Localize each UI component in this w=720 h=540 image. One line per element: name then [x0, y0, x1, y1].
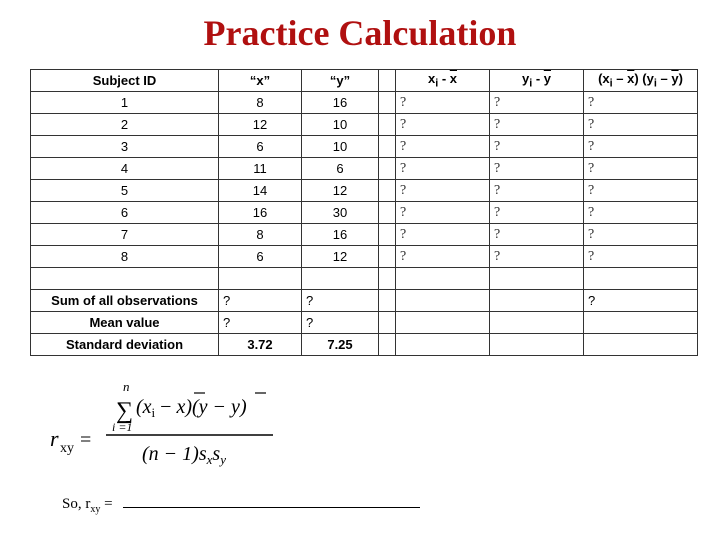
- y-value-cell: 30: [302, 202, 379, 224]
- product-cell: ?: [584, 136, 698, 158]
- header-y: “y”: [302, 70, 379, 92]
- spacer-cell: [379, 334, 396, 356]
- formula-r-subscript: xy: [60, 441, 74, 456]
- spacer-cell: [379, 290, 396, 312]
- y-deviation-cell: ?: [490, 114, 584, 136]
- x-deviation-cell: ?: [396, 180, 490, 202]
- spacer-cell: [379, 114, 396, 136]
- subject-id-cell: 1: [31, 92, 219, 114]
- spacer-cell: [379, 70, 396, 92]
- x-value-cell: 6: [219, 136, 302, 158]
- spacer-cell: [379, 136, 396, 158]
- subject-id-cell: 7: [31, 224, 219, 246]
- empty-cell: [31, 268, 219, 290]
- mean-y-cell: ?: [302, 312, 379, 334]
- sum-product-cell: ?: [584, 290, 698, 312]
- spacer-cell: [379, 246, 396, 268]
- y-value-cell: 12: [302, 180, 379, 202]
- table-row: [31, 180, 698, 202]
- x-value-cell: 12: [219, 114, 302, 136]
- product-cell: ?: [584, 114, 698, 136]
- empty-cell: [396, 334, 490, 356]
- table-row: [31, 114, 698, 136]
- spacer-cell: [379, 224, 396, 246]
- sd-row: [31, 334, 698, 356]
- practice-table: [30, 69, 698, 356]
- y-deviation-cell: ?: [490, 136, 584, 158]
- table-row: [31, 224, 698, 246]
- empty-cell: [584, 334, 698, 356]
- spacer-cell: [379, 180, 396, 202]
- sum-upper-limit: n: [123, 379, 130, 394]
- x-deviation-cell: ?: [396, 224, 490, 246]
- spacer-cell: [379, 92, 396, 114]
- mean-x-cell: ?: [219, 312, 302, 334]
- x-value-cell: 8: [219, 224, 302, 246]
- spacer-cell: [379, 268, 396, 290]
- y-value-cell: 6: [302, 158, 379, 180]
- subject-id-cell: 2: [31, 114, 219, 136]
- y-value-cell: 16: [302, 92, 379, 114]
- mean-row: [31, 312, 698, 334]
- empty-cell: [396, 290, 490, 312]
- empty-cell: [490, 268, 584, 290]
- subject-id-cell: 5: [31, 180, 219, 202]
- subject-id-cell: 6: [31, 202, 219, 224]
- x-deviation-cell: ?: [396, 158, 490, 180]
- y-value-cell: 16: [302, 224, 379, 246]
- x-deviation-cell: ?: [396, 246, 490, 268]
- correlation-formula: [44, 378, 344, 473]
- answer-subscript: xy: [90, 504, 101, 515]
- sum-sigma: ∑: [116, 398, 134, 424]
- table-row: [31, 202, 698, 224]
- subject-id-cell: 8: [31, 246, 219, 268]
- x-value-cell: 11: [219, 158, 302, 180]
- spacer-cell: [379, 202, 396, 224]
- spacer-cell: [379, 158, 396, 180]
- subject-id-cell: 4: [31, 158, 219, 180]
- sum-y-cell: ?: [302, 290, 379, 312]
- header-product: $(x_i - \overline{x})$ $(y_i - \overline{y})$: [584, 70, 698, 92]
- x-value-cell: 14: [219, 180, 302, 202]
- y-deviation-cell: ?: [490, 158, 584, 180]
- formula-equals: =: [80, 429, 92, 451]
- product-cell: ?: [584, 92, 698, 114]
- answer-blank: [123, 495, 420, 508]
- y-deviation-cell: ?: [490, 92, 584, 114]
- table-row: [31, 158, 698, 180]
- answer-line: [62, 495, 420, 515]
- header-row: [31, 70, 698, 92]
- x-deviation-cell: ?: [396, 202, 490, 224]
- sum-lower-limit: i =1: [112, 420, 133, 434]
- x-deviation-cell: ?: [396, 114, 490, 136]
- header-x: “x”: [219, 70, 302, 92]
- y-value-cell: 10: [302, 136, 379, 158]
- sd-y-cell: 7.25: [302, 334, 379, 356]
- sd-label: Standard deviation: [31, 334, 219, 356]
- product-cell: ?: [584, 246, 698, 268]
- y-value-cell: 10: [302, 114, 379, 136]
- answer-prefix: So, r: [62, 496, 91, 512]
- empty-cell: [490, 334, 584, 356]
- empty-cell: [219, 268, 302, 290]
- product-cell: ?: [584, 224, 698, 246]
- x-value-cell: 16: [219, 202, 302, 224]
- y-value-cell: 12: [302, 246, 379, 268]
- y-deviation-cell: ?: [490, 202, 584, 224]
- empty-cell: [490, 312, 584, 334]
- empty-cell: [584, 312, 698, 334]
- sd-x-cell: 3.72: [219, 334, 302, 356]
- spacer-cell: [379, 312, 396, 334]
- formula-denominator: $(n - 1)s_xs_y$: [142, 443, 226, 467]
- x-deviation-cell: ?: [396, 136, 490, 158]
- formula-numerator: $(x_i - x)(y - y)$: [136, 396, 247, 420]
- empty-cell: [302, 268, 379, 290]
- product-cell: ?: [584, 202, 698, 224]
- x-deviation-cell: ?: [396, 92, 490, 114]
- table-row: [31, 246, 698, 268]
- y-deviation-cell: ?: [490, 180, 584, 202]
- header-x-deviation: $x_i - \overline{x}$: [396, 70, 490, 92]
- x-value-cell: 8: [219, 92, 302, 114]
- header-y-deviation: $y_i - \overline{y}$: [490, 70, 584, 92]
- sum-label: Sum of all observations: [31, 290, 219, 312]
- mean-label: Mean value: [31, 312, 219, 334]
- product-cell: ?: [584, 180, 698, 202]
- empty-cell: [584, 268, 698, 290]
- empty-row: [31, 268, 698, 290]
- answer-equals: =: [100, 496, 113, 512]
- slide-title: Practice Calculation: [203, 13, 517, 53]
- header-subject-id: Subject ID: [31, 70, 219, 92]
- product-cell: ?: [584, 158, 698, 180]
- empty-cell: [396, 268, 490, 290]
- sum-row: [31, 290, 698, 312]
- subject-id-cell: 3: [31, 136, 219, 158]
- empty-cell: [490, 290, 584, 312]
- y-deviation-cell: ?: [490, 224, 584, 246]
- x-value-cell: 6: [219, 246, 302, 268]
- y-deviation-cell: ?: [490, 246, 584, 268]
- sum-x-cell: ?: [219, 290, 302, 312]
- table-row: [31, 92, 698, 114]
- table-row: [31, 136, 698, 158]
- empty-cell: [396, 312, 490, 334]
- formula-r: r: [50, 426, 59, 451]
